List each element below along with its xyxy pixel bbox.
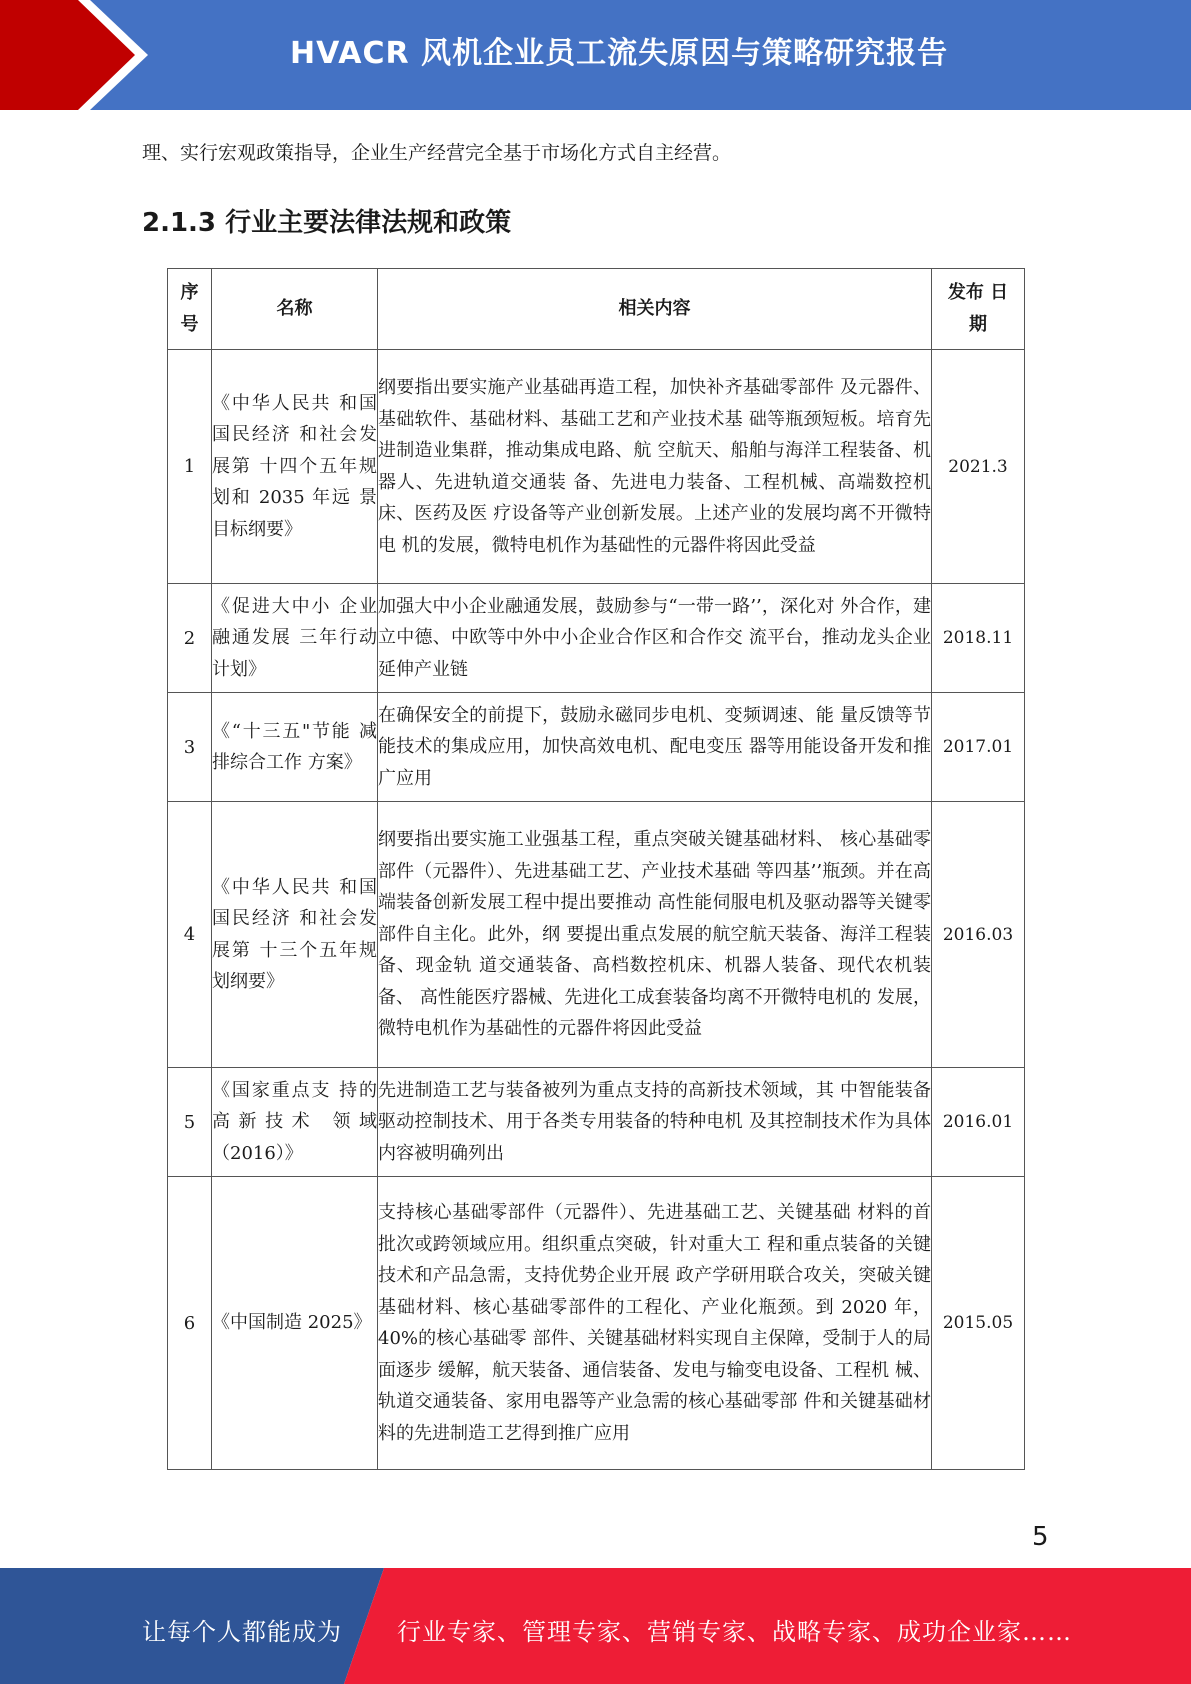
publish-date: 2016.03 [932,802,1025,1068]
section-heading: 2.1.3 行业主要法律法规和政策 [142,208,512,238]
intro-paragraph: 理、实行宏观政策指导，企业生产经营完全基于市场化方式自主经营。 [142,142,732,164]
table-row [168,1177,1025,1470]
row-number: 5 [168,1068,212,1177]
table-header-row [168,269,1025,350]
policy-name: 《中华人民共 和国国民经济 和社会发展第 十三个五年规 划纲要》 [212,802,378,1068]
page-number: 5 [1032,1522,1049,1552]
header-name: 名称 [212,269,378,350]
table-row [168,584,1025,693]
footer-slogan-left: 让每个人都能成为 [142,1618,342,1646]
publish-date: 2016.01 [932,1068,1025,1177]
publish-date: 2021.3 [932,350,1025,584]
row-number: 3 [168,693,212,802]
policy-name: 《中华人民共 和国国民经济 和社会发展第 十四个五年规 划和 2035 年远 景目标纲要》 [212,350,378,584]
publish-date: 2015.05 [932,1177,1025,1470]
table-row [168,802,1025,1068]
policy-content: 纲要指出要实施产业基础再造工程，加快补齐基础零部件 及元器件、基础软件、基础材料、基础工艺和产业技术基 础等瓶颈短板。培育先进制造业集群，推动集成电路、航 空航天、船舶与海洋工程装备、机器人、先进轨道交通装 备、先进电力装备、工程机械、高端数控机床、医药及医 疗设备等产业创新发展。上述产业的发展均离不开微特电 机的发展，微特电机作为基础性的元器件将因此受益 [378,350,932,584]
row-number: 4 [168,802,212,1068]
policy-content: 纲要指出要实施工业强基工程，重点突破关键基础材料、 核心基础零部件（元器件）、先进基础工艺、产业技术基础 等四基’’瓶颈。并在高端装备创新发展工程中提出要推动 高性能伺服电机及驱动器等关键零部件自主化。此外，纲 要提出重点发展的航空航天装备、海洋工程装备、现金轨 道交通装备、高档数控机床、机器人装备、现代农机装备、 高性能医疗器械、先进化工成套装备均离不开微特电机的 发展，微特电机作为基础性的元器件将因此受益 [378,802,932,1068]
policy-content: 先进制造工艺与装备被列为重点支持的高新技术领域，其 中智能装备驱动控制技术、用于各类专用装备的特种电机 及其控制技术作为具体内容被明确列出 [378,1068,932,1177]
policy-content: 在确保安全的前提下，鼓励永磁同步电机、变频调速、能 量反馈等节能技术的集成应用，加快高效电机、配电变压 器等用能设备开发和推广应用 [378,693,932,802]
header-date: 发布 日 期 [932,269,1025,350]
policy-name: 《促进大中小 企业融通发展 三年行动计划》 [212,584,378,693]
policy-content: 支持核心基础零部件（元器件）、先进基础工艺、关键基础 材料的首批次或跨领域应用。组织重点突破，针对重大工 程和重点装备的关键技术和产品急需，支持优势企业开展 政产学研用联合攻关，突破关键基础材料、核心基础零部件的工程化、产业化瓶颈。到 2020 年，40%的核心基础零 部件、关键基础材料实现自主保障，受制于人的局面逐步 缓解，航天装备、通信装备、发电与输变电设备、工程机 械、轨道交通装备、家用电器等产业急需的核心基础零部 件和关键基础材料的先进制造工艺得到推广应用 [378,1177,932,1470]
page-header [0,0,1191,110]
policy-name: 《“十三五"节能 减排综合工作 方案》 [212,693,378,802]
footer-slogan-right: 行业专家、管理专家、营销专家、战略专家、成功企业家…… [397,1618,1072,1646]
policy-name: 《中国制造 2025》 [212,1177,378,1470]
header-no: 序 号 [168,269,212,350]
table-row [168,350,1025,584]
header-content: 相关内容 [378,269,932,350]
row-number: 1 [168,350,212,584]
report-title: HVACR 风机企业员工流失原因与策略研究报告 [290,36,949,71]
publish-date: 2017.01 [932,693,1025,802]
table-row [168,1068,1025,1177]
policy-name: 《国家重点支 持的高新技术 领域（2016）》 [212,1068,378,1177]
policy-table [167,268,1025,1470]
page-footer [0,1568,1191,1684]
row-number: 2 [168,584,212,693]
policy-content: 加强大中小企业融通发展，鼓励参与“一带一路’’，深化对 外合作，建立中德、中欧等中外中小企业合作区和合作交 流平台，推动龙头企业延伸产业链 [378,584,932,693]
row-number: 6 [168,1177,212,1470]
table-row [168,693,1025,802]
publish-date: 2018.11 [932,584,1025,693]
